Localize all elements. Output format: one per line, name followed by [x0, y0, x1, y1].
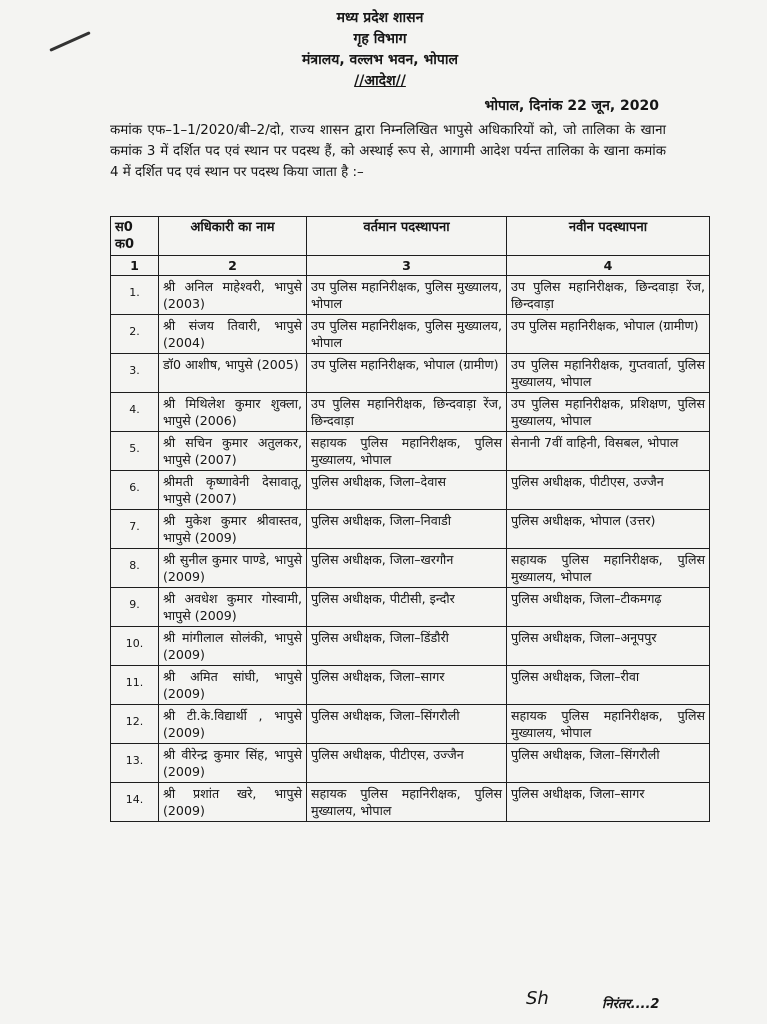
- officer-name-cell: श्री संजय तिवारी, भापुसे (2004): [159, 315, 307, 354]
- office-address: मंत्रालय, वल्लभ भवन, भोपाल: [302, 52, 458, 68]
- serial-number-cell: 1.: [111, 276, 159, 315]
- serial-number-cell: 5.: [111, 432, 159, 471]
- table-row: [111, 744, 710, 783]
- serial-number-cell: 14.: [111, 783, 159, 822]
- column-header-serial: स0 क0: [111, 217, 159, 256]
- table-body: [111, 276, 710, 822]
- table-header-row: [111, 217, 710, 256]
- department-name: गृह विभाग: [353, 31, 407, 47]
- column-header-new-posting: नवीन पदस्थापना: [507, 217, 710, 256]
- current-posting-cell: उप पुलिस महानिरीक्षक, पुलिस मुख्यालय, भोपाल: [307, 276, 507, 315]
- new-posting-cell: सेनानी 7वीं वाहिनी, विसबल, भोपाल: [507, 432, 710, 471]
- new-posting-cell: पुलिस अधीक्षक, जिला–अनूपपुर: [507, 627, 710, 666]
- current-posting-cell: पुलिस अधीक्षक, जिला–खरगौन: [307, 549, 507, 588]
- new-posting-cell: उप पुलिस महानिरीक्षक, भोपाल (ग्रामीण): [507, 315, 710, 354]
- serial-number-cell: 8.: [111, 549, 159, 588]
- table-row: [111, 432, 710, 471]
- officer-name-cell: श्री प्रशांत खरे, भापुसे (2009): [159, 783, 307, 822]
- current-posting-cell: पुलिस अधीक्षक, जिला–देवास: [307, 471, 507, 510]
- table-row: [111, 666, 710, 705]
- new-posting-cell: पुलिस अधीक्षक, जिला–रीवा: [507, 666, 710, 705]
- officer-name-cell: श्री अनिल माहेश्वरी, भापुसे (2003): [159, 276, 307, 315]
- officer-name-cell: श्री मांगीलाल सोलंकी, भापुसे (2009): [159, 627, 307, 666]
- current-posting-cell: पुलिस अधीक्षक, जिला–सागर: [307, 666, 507, 705]
- new-posting-cell: पुलिस अधीक्षक, भोपाल (उत्तर): [507, 510, 710, 549]
- current-posting-cell: सहायक पुलिस महानिरीक्षक, पुलिस मुख्यालय, भोपाल: [307, 432, 507, 471]
- current-posting-cell: पुलिस अधीक्षक, जिला–डिंडौरी: [307, 627, 507, 666]
- column-header-officer-name: अधिकारी का नाम: [159, 217, 307, 256]
- order-heading: //आदेश//: [354, 73, 406, 89]
- serial-number-cell: 4.: [111, 393, 159, 432]
- officer-name-cell: श्री मिथिलेश कुमार शुक्ला, भापुसे (2006): [159, 393, 307, 432]
- officer-name-cell: श्री अमित सांघी, भापुसे (2009): [159, 666, 307, 705]
- table-row: [111, 354, 710, 393]
- signature: Sh: [526, 988, 549, 1009]
- serial-number-cell: 10.: [111, 627, 159, 666]
- new-posting-cell: पुलिस अधीक्षक, जिला–सिंगरौली: [507, 744, 710, 783]
- current-posting-cell: उप पुलिस महानिरीक्षक, भोपाल (ग्रामीण): [307, 354, 507, 393]
- officer-name-cell: डॉ0 आशीष, भापुसे (2005): [159, 354, 307, 393]
- serial-number-cell: 13.: [111, 744, 159, 783]
- table-row: [111, 510, 710, 549]
- current-posting-cell: पुलिस अधीक्षक, पीटीसी, इन्दौर: [307, 588, 507, 627]
- new-posting-cell: पुलिस अधीक्षक, जिला–सागर: [507, 783, 710, 822]
- letterhead: [230, 8, 530, 92]
- new-posting-cell: उप पुलिस महानिरीक्षक, प्रशिक्षण, पुलिस मुख्यालय, भोपाल: [507, 393, 710, 432]
- column-index: 1: [111, 256, 159, 276]
- table-index-row: [111, 256, 710, 276]
- new-posting-cell: पुलिस अधीक्षक, जिला–टीकमगढ़: [507, 588, 710, 627]
- current-posting-cell: उप पुलिस महानिरीक्षक, पुलिस मुख्यालय, भोपाल: [307, 315, 507, 354]
- new-posting-cell: उप पुलिस महानिरीक्षक, छिन्दवाड़ा रेंज, छिन्दवाड़ा: [507, 276, 710, 315]
- government-name: मध्य प्रदेश शासन: [336, 10, 424, 26]
- current-posting-cell: पुलिस अधीक्षक, जिला–सिंगरौली: [307, 705, 507, 744]
- table-row: [111, 783, 710, 822]
- officer-name-cell: श्री वीरेन्द्र कुमार सिंह, भापुसे (2009): [159, 744, 307, 783]
- table-row: [111, 705, 710, 744]
- serial-number-cell: 9.: [111, 588, 159, 627]
- serial-number-cell: 6.: [111, 471, 159, 510]
- table-row: [111, 393, 710, 432]
- column-index: 2: [159, 256, 307, 276]
- order-body-text: कमांक एफ–1–1/2020/बी–2/दो, राज्य शासन द्वारा निम्नलिखित भापुसे अधिकारियों को, जो तालिका के खाना कमांक 3 में दर्शित पद एवं स्थान पर पदस्थ हैं, को अस्थाई रूप से, आगामी आदेश पर्यन्त तालिका के खाना कमांक 4 में दर्शित पद एवं स्थान पर पदस्थ किया जाता है :–: [110, 123, 666, 180]
- serial-number-cell: 3.: [111, 354, 159, 393]
- new-posting-cell: पुलिस अधीक्षक, पीटीएस, उज्जैन: [507, 471, 710, 510]
- new-posting-cell: सहायक पुलिस महानिरीक्षक, पुलिस मुख्यालय, भोपाल: [507, 705, 710, 744]
- officer-name-cell: श्री सुनील कुमार पाण्डे, भापुसे (2009): [159, 549, 307, 588]
- current-posting-cell: पुलिस अधीक्षक, जिला–निवाडी: [307, 510, 507, 549]
- officer-name-cell: श्री अवधेश कुमार गोस्वामी, भापुसे (2009): [159, 588, 307, 627]
- serial-number-cell: 11.: [111, 666, 159, 705]
- column-index: 4: [507, 256, 710, 276]
- order-date: भोपाल, दिनांक 22 जून, 2020: [484, 98, 659, 114]
- table-row: [111, 276, 710, 315]
- current-posting-cell: पुलिस अधीक्षक, पीटीएस, उज्जैन: [307, 744, 507, 783]
- transfer-table: [110, 216, 710, 822]
- officer-name-cell: श्रीमती कृष्णावेनी देसावातू, भापुसे (2007): [159, 471, 307, 510]
- officer-name-cell: श्री मुकेश कुमार श्रीवास्तव, भापुसे (2009): [159, 510, 307, 549]
- serial-number-cell: 2.: [111, 315, 159, 354]
- pen-mark: [49, 31, 90, 52]
- current-posting-cell: उप पुलिस महानिरीक्षक, छिन्दवाड़ा रेंज, छिन्दवाड़ा: [307, 393, 507, 432]
- serial-number-cell: 12.: [111, 705, 159, 744]
- new-posting-cell: सहायक पुलिस महानिरीक्षक, पुलिस मुख्यालय, भोपाल: [507, 549, 710, 588]
- table-row: [111, 627, 710, 666]
- serial-number-cell: 7.: [111, 510, 159, 549]
- current-posting-cell: सहायक पुलिस महानिरीक्षक, पुलिस मुख्यालय, भोपाल: [307, 783, 507, 822]
- table-row: [111, 471, 710, 510]
- officer-name-cell: श्री सचिन कुमार अतुलकर, भापुसे (2007): [159, 432, 307, 471]
- officer-name-cell: श्री टी.के.विद्यार्थी , भापुसे (2009): [159, 705, 307, 744]
- table-row: [111, 588, 710, 627]
- column-index: 3: [307, 256, 507, 276]
- column-header-current-posting: वर्तमान पदस्थापना: [307, 217, 507, 256]
- continued-note: निरंतर....2: [602, 997, 660, 1012]
- table-row: [111, 315, 710, 354]
- table-row: [111, 549, 710, 588]
- new-posting-cell: उप पुलिस महानिरीक्षक, गुप्तवार्ता, पुलिस मुख्यालय, भोपाल: [507, 354, 710, 393]
